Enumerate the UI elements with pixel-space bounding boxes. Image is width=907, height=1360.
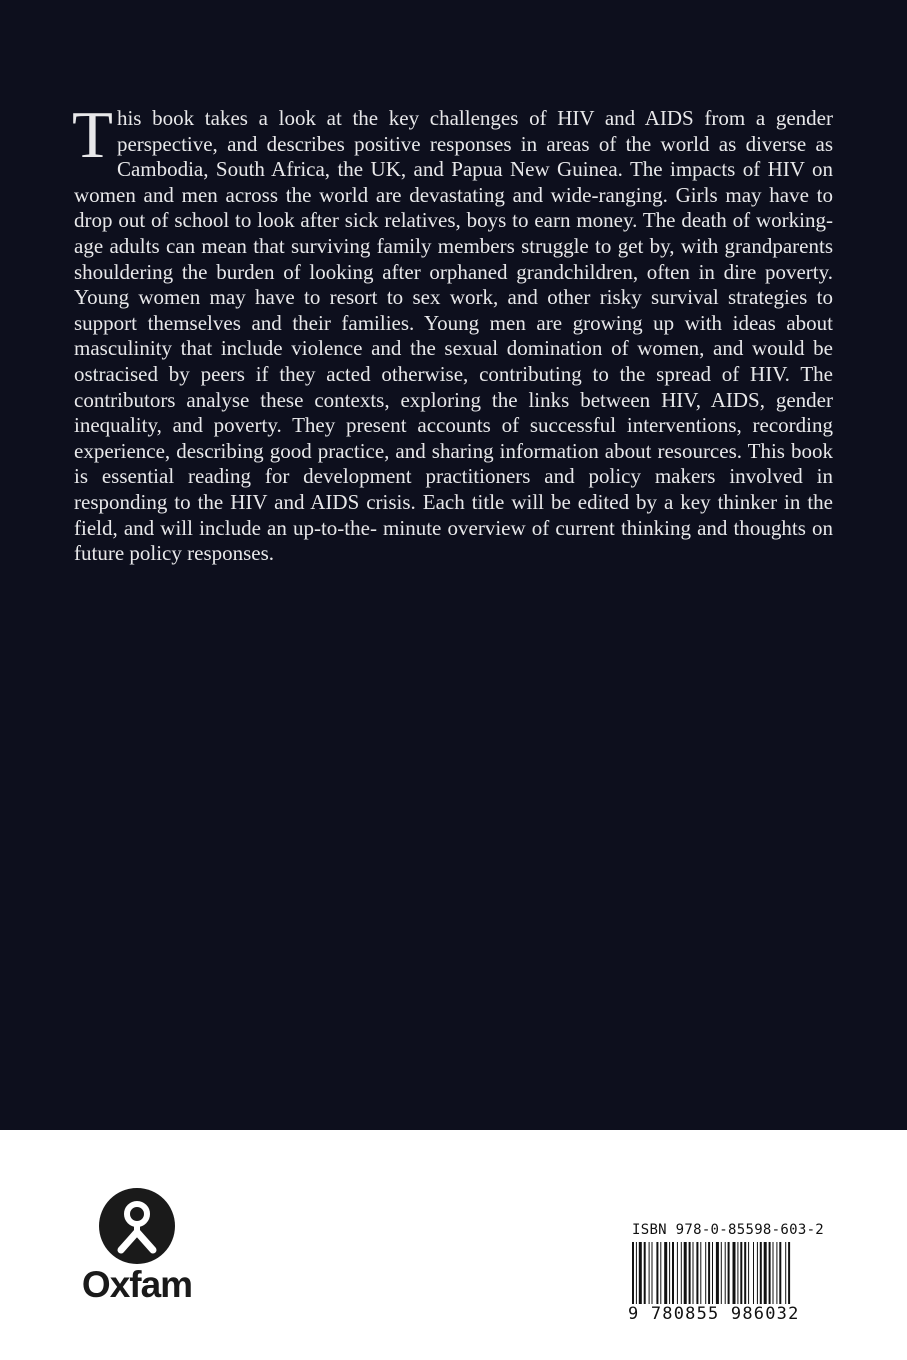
drop-cap: T	[72, 98, 113, 172]
blurb-text: his book takes a look at the key challenges of HIV and AIDS from a gender perspective, and describes positive responses in areas of the world as diverse as Cambodia, South Africa, the UK, and Papua New Guinea. The impacts of HIV on women and men across the world are devastating and wide-ranging. Girls may have to drop out of school to look after sick relatives, boys to earn money. The death of working-age adults can mean that surviving family members struggle to get by, with grandparents shouldering the burden of looking after orphaned grandchildren, often in dire poverty. Young women may have to resort to sex work, and other risky survival strategies to support themselves and their families. Young men are growing up with ideas about masculinity that include violence and the sexual domination of women, and would be ostracised by peers if they acted otherwise, contributing to the spread of HIV. The contributors analyse these contexts, exploring the links between HIV, AIDS, gender inequality, and poverty. They present accounts of successful interventions, recording experience, describing good practice, and sharing information about resources. This book is essential reading for development practitioners and policy makers involved in responding to the HIV and AIDS crisis. Each title will be edited by a key thinker in the field, and will include an up-to-the- minute overview of current thinking and thoughts on future policy responses.	[74, 106, 833, 566]
barcode-icon	[632, 1242, 832, 1308]
book-blurb	[72, 98, 833, 567]
publisher-wordmark: Oxfam	[81, 1264, 193, 1305]
oxfam-figure-logo-icon	[99, 1188, 175, 1264]
isbn-label: ISBN 978-0-85598-603-2	[632, 1222, 825, 1238]
publisher-logo	[72, 1188, 202, 1308]
barcode-digits: 9 780855 986032	[628, 1304, 800, 1324]
isbn-barcode-block	[628, 1222, 838, 1332]
